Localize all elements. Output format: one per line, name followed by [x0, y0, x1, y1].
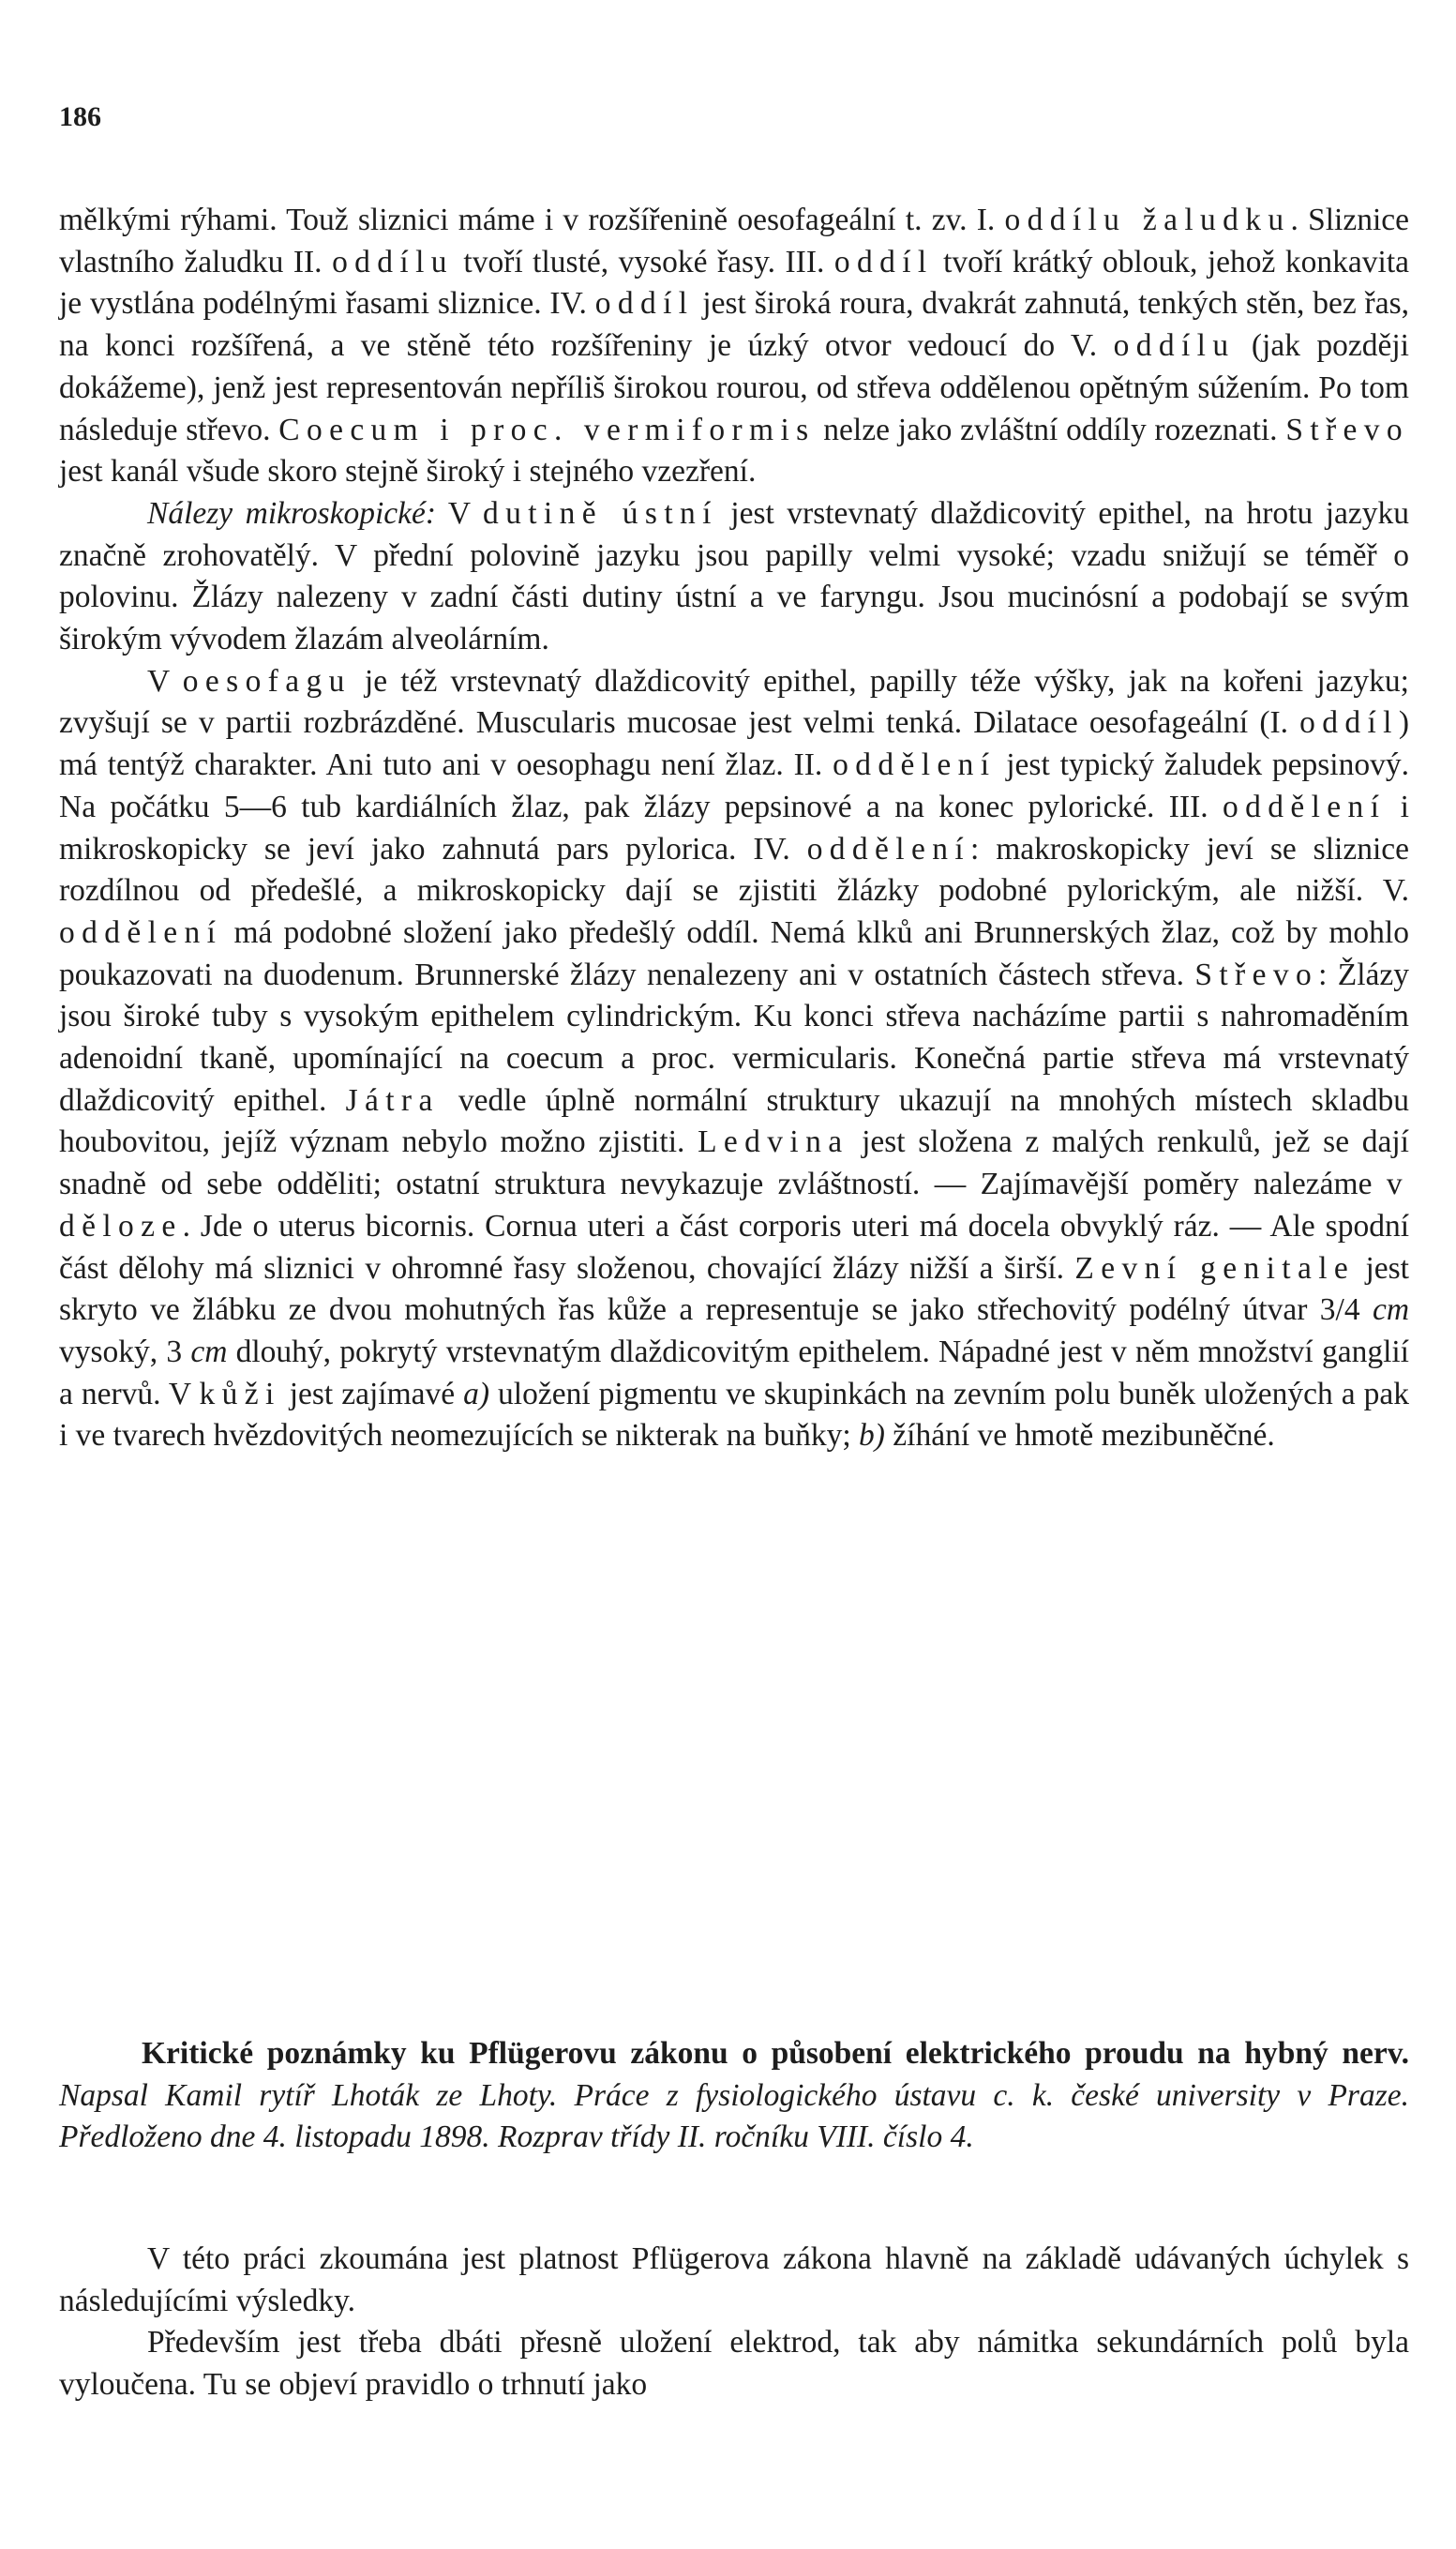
text-run: jest vrstevnatý dlaždicovitý epithel, na hrotu jazyku značně zrohovatělý. V přední polovině jazyku jsou papilly velmi vysoké; vzadu snižují se téměř o polovinu. Žlázy nalezeny v zadní části dutiny ústní a ve faryngu. Jsou mucinósní a podobají se svým širokým vývodem žlazám alveolárním. [59, 495, 1409, 657]
text-run: jest kanál všude skoro stejně široký i stejného vzezření. [59, 454, 757, 490]
emphasis: Střevo [1194, 957, 1319, 992]
page-number: 186 [59, 101, 101, 132]
text-run: uložení pigmentu ve skupinkách na zevním polu buněk uložených a pak i ve tvarech hvězdovitých neomezujících se nikterak na buňky; [59, 1376, 1409, 1454]
text-run: V [147, 663, 183, 699]
text-block-bottom [59, 2239, 1409, 2406]
text-run: . Jde o uterus bicornis. Cornua uteri a část corporis uteri má docela obvyklý ráz. — Ale spodní část dělohy má sliznici v ohromné řasy složenou, chovající žlázy nižší a širší. [59, 1208, 1409, 1286]
text-run: ) má tentýž charakter. Ani tuto ani v oesophagu není žlaz. II. [59, 705, 1409, 783]
emphasis: oddílu [1113, 328, 1236, 364]
paragraph-oesophagus [59, 661, 1409, 1457]
text-run: : Žlázy jsou široké tuby s vysokým epithelem cylindrickým. Ku konci střeva nacházíme partii s nahromaděním adenoidní tkaně, upomínající na coecum a proc. vermicularis. Konečná partie střeva má vrstevnatý dlaždicovitý epithel. [59, 957, 1409, 1118]
text-run: dlouhý, pokrytý vrstevnatým dlaždicovitým epithelem. Nápadné jest v něm množství ganglií a nervů. V [59, 1334, 1409, 1411]
text-run: jest složena z malých renkulů, jež se dají snadně od sebe odděliti; ostatní struktura nevykazuje zvláštností. — Zajímavější poměry nalezáme [59, 1124, 1409, 1202]
italic-marker: b) [859, 1418, 885, 1454]
article-title-paragraph [59, 2033, 1409, 2159]
italic-marker: a) [463, 1376, 490, 1411]
text-run: je též vrstevnatý dlaždicovitý epithel, papilly téže výšky, jak na kořeni jazyku; zvyšují se v partii rozbrázděné. Muscularis mucosae jest velmi tenká. Dilatace oesofageální (I. [59, 663, 1409, 741]
text-run: tvoří krátký oblouk, jehož konkavita je vystlána podélnými řasami sliznice. IV. [59, 244, 1410, 322]
text-run: jest široká roura, dvakrát zahnutá, tenkých stěn, bez řas, na konci rozšířená, a ve stěně této rozšířeniny je úzký otvor vedoucí do V. [59, 286, 1409, 364]
emphasis: oddílu žaludku [1004, 203, 1291, 237]
emphasis: Zevní genitale [1074, 1250, 1356, 1286]
emphasis: Coecum i proc. vermiformis [278, 412, 816, 447]
article-header [59, 2033, 1409, 2159]
emphasis: oddílu [332, 244, 454, 279]
italic-unit: cm [190, 1334, 228, 1369]
emphasis: oddělení [1223, 789, 1387, 824]
emphasis: kůži [199, 1376, 281, 1411]
text-run: nelze jako zvláštní oddíly rozeznati. [815, 412, 1286, 447]
text-run: V [436, 495, 483, 531]
text-run: jest typický žaludek pepsinový. Na počátku 5—6 tub kardiálních žlaz, pak žlázy pepsinové a na konec pylorické. III. [59, 747, 1409, 824]
emphasis: Játra [345, 1082, 440, 1118]
text-run: vedle úplně normální struktury ukazují na mnohých místech skladbu houbovitou, jejíž význam nebylo možno zjistiti. [59, 1082, 1409, 1160]
text-run: i mikroskopicky se jeví jako zahnutá pars pylorica. IV. [59, 789, 1409, 867]
emphasis: oesofagu [182, 663, 352, 699]
text-run: tvoří tlusté, vysoké řasy. III. [453, 244, 834, 279]
emphasis: Střevo [1285, 412, 1409, 447]
emphasis: oddělení [806, 831, 970, 867]
italic-unit: cm [1359, 1292, 1410, 1328]
article-byline: Napsal Kamil rytíř Lhoták ze Lhoty. Práce z fysiologického ústavu c. k. české university v Praze. Předloženo dne 4. listopadu 1898. Rozprav třídy II. ročníku VIII. číslo 4. [59, 2077, 1409, 2155]
emphasis: dutině ústní [483, 495, 718, 531]
emphasis: v děloze [59, 1167, 1409, 1244]
paragraph-electrodes: Především jest třeba dbáti přesně uložení elektrod, tak aby námitka sekundárních polů byla vyloučena. Tu se objeví pravidlo o trhnutí jako [59, 2325, 1409, 2403]
emphasis: oddíl [594, 286, 695, 322]
text-run: . Sliznice vlastního žaludku II. [59, 203, 1409, 279]
text-block-top [59, 200, 1409, 1457]
paragraph-stomach-sections [59, 200, 1409, 493]
text-run: jest zajímavé [280, 1376, 464, 1411]
emphasis: oddělení [833, 747, 997, 783]
text-run: (jak později dokážeme), jenž jest representován nepříliš širokou rourou, od střeva oddělenou opětným súžením. Po tom následuje střevo. [59, 328, 1409, 447]
emphasis: oddíl [1299, 705, 1399, 741]
text-run: jest skryto ve žlábku ze dvou mohutných řas kůže a representuje se jako střechovitý podélný útvar [59, 1250, 1409, 1328]
emphasis: Ledvina [698, 1124, 849, 1160]
text-run: vysoký, 3 [59, 1334, 191, 1369]
article-title: Kritické poznámky ku Pflügerovu zákonu o působení elektrického proudu na hybný nerv. [142, 2036, 1409, 2071]
text-run: mělkými rýhami. Touž sliznici máme i v rozšířenině oesofageální t. zv. I. [59, 203, 1005, 237]
paragraph-results-intro: V této práci zkoumána jest platnost Pflügerova zákona hlavně na základě udávaných úchylek s následujícími výsledky. [59, 2241, 1409, 2318]
text-run: žíhání ve hmotě mezibuněčné. [884, 1418, 1275, 1454]
text-run: : makroskopicky jeví se sliznice rozdílnou od předešlé, a mikroskopicky dají se zjistiti žlázky podobné pylorickým, ale nižší. V. [59, 831, 1409, 909]
emphasis: oddíl [833, 244, 934, 279]
italic-heading: Nálezy mikroskopické: [147, 495, 437, 531]
emphasis: oddělení [59, 914, 223, 950]
text-run: má podobné složení jako předešlý oddíl. Nemá klků ani Brunnerských žlaz, což by mohlo poukazovati na duodenum. Brunnerské žlázy nenalezeny ani v ostatních částech střeva. [59, 914, 1409, 992]
fraction: 3/4 [1319, 1292, 1360, 1328]
paragraph-microscopic-findings [59, 493, 1409, 661]
